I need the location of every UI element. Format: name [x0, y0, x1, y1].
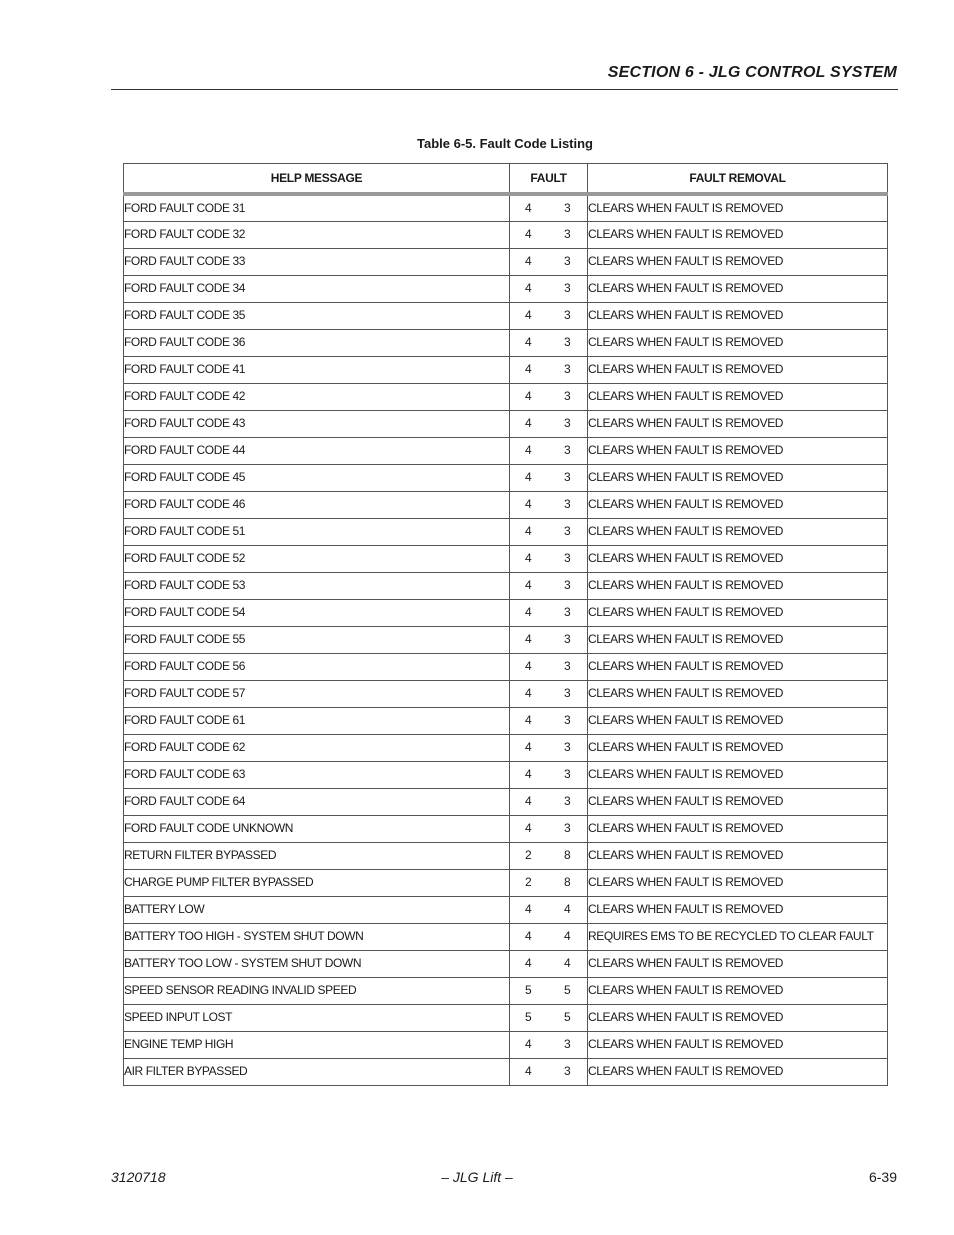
- fault-flash-code-1: 5: [525, 1009, 532, 1024]
- help-message-cell: BATTERY TOO HIGH - SYSTEM SHUT DOWN: [124, 923, 510, 950]
- help-message-cell: FORD FAULT CODE 41: [124, 356, 510, 383]
- fault-flash-code-1: 4: [525, 334, 532, 349]
- fault-flash-code-1: 4: [525, 388, 532, 403]
- fault-cell: [510, 464, 588, 491]
- help-message-cell: FORD FAULT CODE UNKNOWN: [124, 815, 510, 842]
- help-message-cell: FORD FAULT CODE 35: [124, 302, 510, 329]
- table-row: [124, 1031, 888, 1058]
- fault-flash-code-1: 4: [525, 793, 532, 808]
- fault-flash-code-2: 3: [564, 1063, 571, 1078]
- fault-flash-code-2: 8: [564, 874, 571, 889]
- fault-removal-cell: CLEARS WHEN FAULT IS REMOVED: [588, 491, 888, 518]
- fault-cell: [510, 1058, 588, 1085]
- fault-flash-code-1: 4: [525, 307, 532, 322]
- fault-flash-code-2: 3: [564, 415, 571, 430]
- fault-flash-code-2: 4: [564, 901, 571, 916]
- fault-flash-code-1: 4: [525, 442, 532, 457]
- table-row: [124, 977, 888, 1004]
- table-row: [124, 572, 888, 599]
- fault-removal-cell: CLEARS WHEN FAULT IS REMOVED: [588, 842, 888, 869]
- fault-flash-code-1: 4: [525, 712, 532, 727]
- table-row: [124, 194, 888, 221]
- fault-removal-cell: CLEARS WHEN FAULT IS REMOVED: [588, 869, 888, 896]
- help-message-cell: FORD FAULT CODE 32: [124, 221, 510, 248]
- table-row: [124, 896, 888, 923]
- fault-flash-code-2: 3: [564, 1036, 571, 1051]
- table-row: [124, 761, 888, 788]
- fault-flash-code-2: 3: [564, 793, 571, 808]
- table-row: [124, 680, 888, 707]
- fault-cell: [510, 734, 588, 761]
- fault-cell: [510, 545, 588, 572]
- fault-cell: [510, 788, 588, 815]
- fault-flash-code-1: 4: [525, 685, 532, 700]
- fault-removal-cell: CLEARS WHEN FAULT IS REMOVED: [588, 761, 888, 788]
- fault-flash-code-1: 4: [525, 201, 532, 215]
- table-row: [124, 302, 888, 329]
- fault-flash-code-1: 4: [525, 901, 532, 916]
- fault-removal-cell: CLEARS WHEN FAULT IS REMOVED: [588, 572, 888, 599]
- table-row: [124, 356, 888, 383]
- fault-removal-cell: CLEARS WHEN FAULT IS REMOVED: [588, 464, 888, 491]
- help-message-cell: FORD FAULT CODE 62: [124, 734, 510, 761]
- fault-flash-code-1: 4: [525, 604, 532, 619]
- fault-removal-cell: CLEARS WHEN FAULT IS REMOVED: [588, 302, 888, 329]
- table-row: [124, 869, 888, 896]
- help-message-cell: RETURN FILTER BYPASSED: [124, 842, 510, 869]
- fault-flash-code-2: 3: [564, 712, 571, 727]
- help-message-cell: SPEED INPUT LOST: [124, 1004, 510, 1031]
- fault-cell: [510, 356, 588, 383]
- fault-flash-code-2: 4: [564, 955, 571, 970]
- fault-flash-code-1: 4: [525, 415, 532, 430]
- table-row: [124, 950, 888, 977]
- fault-flash-code-2: 4: [564, 928, 571, 943]
- fault-flash-code-2: 3: [564, 280, 571, 295]
- table-row: [124, 788, 888, 815]
- document-number: 3120718: [111, 1169, 166, 1185]
- fault-flash-code-1: 4: [525, 928, 532, 943]
- help-message-cell: FORD FAULT CODE 57: [124, 680, 510, 707]
- help-message-cell: AIR FILTER BYPASSED: [124, 1058, 510, 1085]
- fault-cell: [510, 194, 588, 221]
- fault-flash-code-2: 3: [564, 226, 571, 241]
- fault-cell: [510, 761, 588, 788]
- fault-removal-cell: CLEARS WHEN FAULT IS REMOVED: [588, 653, 888, 680]
- fault-flash-code-1: 5: [525, 982, 532, 997]
- fault-cell: [510, 842, 588, 869]
- fault-cell: [510, 248, 588, 275]
- fault-flash-code-2: 3: [564, 523, 571, 538]
- table-header-row: [124, 164, 888, 195]
- table-row: [124, 1058, 888, 1085]
- fault-removal-cell: CLEARS WHEN FAULT IS REMOVED: [588, 950, 888, 977]
- fault-cell: [510, 1031, 588, 1058]
- help-message-cell: FORD FAULT CODE 54: [124, 599, 510, 626]
- help-message-cell: FORD FAULT CODE 52: [124, 545, 510, 572]
- help-message-cell: FORD FAULT CODE 64: [124, 788, 510, 815]
- fault-flash-code-2: 3: [564, 820, 571, 835]
- fault-flash-code-1: 4: [525, 955, 532, 970]
- section-title: SECTION 6 - JLG CONTROL SYSTEM: [607, 64, 897, 81]
- fault-code-table: [123, 163, 888, 1086]
- fault-flash-code-2: 3: [564, 361, 571, 376]
- fault-flash-code-1: 4: [525, 550, 532, 565]
- fault-flash-code-2: 3: [564, 739, 571, 754]
- fault-cell: [510, 626, 588, 653]
- fault-flash-code-2: 3: [564, 766, 571, 781]
- fault-flash-code-2: 3: [564, 442, 571, 457]
- table-row: [124, 248, 888, 275]
- help-message-cell: CHARGE PUMP FILTER BYPASSED: [124, 869, 510, 896]
- fault-flash-code-2: 3: [564, 307, 571, 322]
- fault-cell: [510, 707, 588, 734]
- fault-cell: [510, 815, 588, 842]
- fault-removal-cell: CLEARS WHEN FAULT IS REMOVED: [588, 356, 888, 383]
- fault-cell: [510, 221, 588, 248]
- fault-cell: [510, 410, 588, 437]
- table-row: [124, 815, 888, 842]
- fault-flash-code-1: 4: [525, 361, 532, 376]
- fault-flash-code-1: 4: [525, 820, 532, 835]
- table-row: [124, 545, 888, 572]
- help-message-cell: FORD FAULT CODE 56: [124, 653, 510, 680]
- help-message-cell: BATTERY TOO LOW - SYSTEM SHUT DOWN: [124, 950, 510, 977]
- fault-removal-cell: CLEARS WHEN FAULT IS REMOVED: [588, 788, 888, 815]
- fault-cell: [510, 1004, 588, 1031]
- help-message-cell: FORD FAULT CODE 63: [124, 761, 510, 788]
- fault-flash-code-2: 3: [564, 604, 571, 619]
- fault-flash-code-2: 3: [564, 253, 571, 268]
- help-message-cell: FORD FAULT CODE 55: [124, 626, 510, 653]
- fault-cell: [510, 383, 588, 410]
- table-row: [124, 1004, 888, 1031]
- fault-removal-cell: CLEARS WHEN FAULT IS REMOVED: [588, 896, 888, 923]
- fault-removal-cell: CLEARS WHEN FAULT IS REMOVED: [588, 1004, 888, 1031]
- table-row: [124, 626, 888, 653]
- fault-flash-code-1: 4: [525, 496, 532, 511]
- fault-removal-cell: CLEARS WHEN FAULT IS REMOVED: [588, 329, 888, 356]
- fault-removal-cell: CLEARS WHEN FAULT IS REMOVED: [588, 707, 888, 734]
- fault-flash-code-2: 3: [564, 201, 571, 215]
- fault-cell: [510, 599, 588, 626]
- fault-removal-cell: CLEARS WHEN FAULT IS REMOVED: [588, 437, 888, 464]
- fault-cell: [510, 950, 588, 977]
- fault-flash-code-2: 3: [564, 469, 571, 484]
- fault-removal-cell: CLEARS WHEN FAULT IS REMOVED: [588, 626, 888, 653]
- fault-cell: [510, 437, 588, 464]
- fault-cell: [510, 977, 588, 1004]
- fault-flash-code-1: 4: [525, 1063, 532, 1078]
- fault-removal-cell: CLEARS WHEN FAULT IS REMOVED: [588, 599, 888, 626]
- column-header-fault: FAULT: [510, 164, 588, 195]
- fault-cell: [510, 869, 588, 896]
- fault-flash-code-1: 4: [525, 631, 532, 646]
- help-message-cell: FORD FAULT CODE 43: [124, 410, 510, 437]
- fault-cell: [510, 896, 588, 923]
- fault-flash-code-2: 3: [564, 631, 571, 646]
- fault-flash-code-1: 4: [525, 658, 532, 673]
- table-row: [124, 707, 888, 734]
- fault-cell: [510, 518, 588, 545]
- fault-cell: [510, 329, 588, 356]
- fault-removal-cell: CLEARS WHEN FAULT IS REMOVED: [588, 1031, 888, 1058]
- help-message-cell: FORD FAULT CODE 31: [124, 194, 510, 221]
- fault-cell: [510, 653, 588, 680]
- fault-removal-cell: CLEARS WHEN FAULT IS REMOVED: [588, 221, 888, 248]
- fault-flash-code-1: 2: [525, 874, 532, 889]
- fault-flash-code-2: 3: [564, 577, 571, 592]
- fault-flash-code-1: 4: [525, 739, 532, 754]
- fault-removal-cell: CLEARS WHEN FAULT IS REMOVED: [588, 545, 888, 572]
- table-row: [124, 410, 888, 437]
- fault-flash-code-2: 8: [564, 847, 571, 862]
- fault-removal-cell: CLEARS WHEN FAULT IS REMOVED: [588, 977, 888, 1004]
- help-message-cell: FORD FAULT CODE 45: [124, 464, 510, 491]
- fault-removal-cell: CLEARS WHEN FAULT IS REMOVED: [588, 194, 888, 221]
- fault-flash-code-1: 4: [525, 523, 532, 538]
- help-message-cell: ENGINE TEMP HIGH: [124, 1031, 510, 1058]
- fault-cell: [510, 572, 588, 599]
- fault-removal-cell: CLEARS WHEN FAULT IS REMOVED: [588, 1058, 888, 1085]
- fault-cell: [510, 275, 588, 302]
- fault-removal-cell: CLEARS WHEN FAULT IS REMOVED: [588, 815, 888, 842]
- fault-removal-cell: CLEARS WHEN FAULT IS REMOVED: [588, 680, 888, 707]
- fault-removal-cell: CLEARS WHEN FAULT IS REMOVED: [588, 410, 888, 437]
- table-row: [124, 221, 888, 248]
- fault-flash-code-2: 3: [564, 496, 571, 511]
- fault-flash-code-1: 4: [525, 577, 532, 592]
- fault-flash-code-1: 4: [525, 280, 532, 295]
- help-message-cell: FORD FAULT CODE 44: [124, 437, 510, 464]
- fault-flash-code-2: 3: [564, 550, 571, 565]
- fault-removal-cell: CLEARS WHEN FAULT IS REMOVED: [588, 518, 888, 545]
- fault-removal-cell: REQUIRES EMS TO BE RECYCLED TO CLEAR FAULT: [588, 923, 888, 950]
- help-message-cell: FORD FAULT CODE 61: [124, 707, 510, 734]
- header-rule: [111, 89, 898, 90]
- fault-removal-cell: CLEARS WHEN FAULT IS REMOVED: [588, 734, 888, 761]
- fault-flash-code-2: 3: [564, 388, 571, 403]
- table-row: [124, 923, 888, 950]
- fault-flash-code-2: 3: [564, 658, 571, 673]
- table-row: [124, 842, 888, 869]
- fault-cell: [510, 680, 588, 707]
- fault-flash-code-2: 5: [564, 982, 571, 997]
- fault-flash-code-1: 2: [525, 847, 532, 862]
- fault-flash-code-1: 4: [525, 469, 532, 484]
- fault-flash-code-2: 5: [564, 1009, 571, 1024]
- table-row: [124, 734, 888, 761]
- help-message-cell: FORD FAULT CODE 33: [124, 248, 510, 275]
- fault-flash-code-1: 4: [525, 1036, 532, 1051]
- fault-cell: [510, 302, 588, 329]
- table-row: [124, 491, 888, 518]
- fault-removal-cell: CLEARS WHEN FAULT IS REMOVED: [588, 275, 888, 302]
- table-caption: Table 6-5. Fault Code Listing: [417, 136, 593, 151]
- help-message-cell: SPEED SENSOR READING INVALID SPEED: [124, 977, 510, 1004]
- fault-flash-code-1: 4: [525, 253, 532, 268]
- table-row: [124, 437, 888, 464]
- help-message-cell: BATTERY LOW: [124, 896, 510, 923]
- help-message-cell: FORD FAULT CODE 34: [124, 275, 510, 302]
- help-message-cell: FORD FAULT CODE 53: [124, 572, 510, 599]
- table-row: [124, 383, 888, 410]
- fault-flash-code-1: 4: [525, 766, 532, 781]
- help-message-cell: FORD FAULT CODE 42: [124, 383, 510, 410]
- fault-removal-cell: CLEARS WHEN FAULT IS REMOVED: [588, 383, 888, 410]
- table-row: [124, 275, 888, 302]
- help-message-cell: FORD FAULT CODE 51: [124, 518, 510, 545]
- fault-removal-cell: CLEARS WHEN FAULT IS REMOVED: [588, 248, 888, 275]
- column-header-help-message: HELP MESSAGE: [124, 164, 510, 195]
- table-row: [124, 518, 888, 545]
- fault-flash-code-2: 3: [564, 685, 571, 700]
- footer-brand: – JLG Lift –: [441, 1169, 513, 1185]
- table-row: [124, 653, 888, 680]
- table-row: [124, 329, 888, 356]
- fault-cell: [510, 923, 588, 950]
- help-message-cell: FORD FAULT CODE 46: [124, 491, 510, 518]
- table-row: [124, 464, 888, 491]
- table-row: [124, 599, 888, 626]
- column-header-fault-removal: FAULT REMOVAL: [588, 164, 888, 195]
- page-number: 6-39: [868, 1169, 897, 1185]
- fault-cell: [510, 491, 588, 518]
- fault-flash-code-1: 4: [525, 226, 532, 241]
- fault-flash-code-2: 3: [564, 334, 571, 349]
- help-message-cell: FORD FAULT CODE 36: [124, 329, 510, 356]
